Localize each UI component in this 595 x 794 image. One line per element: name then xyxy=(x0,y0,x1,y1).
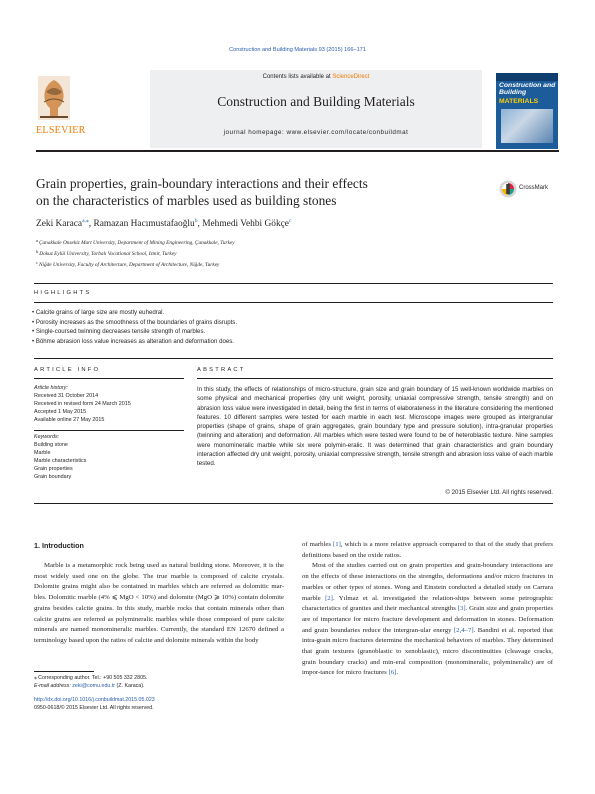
text-run: , which is a more relative approach compared to that of the study that prefers definitions based on the oxide ratios. xyxy=(302,541,553,559)
history-item: Accepted 1 May 2015 xyxy=(34,408,87,415)
citation-link[interactable]: [1] xyxy=(333,541,341,548)
paper-title xyxy=(36,176,456,209)
keyword: Marble characteristics xyxy=(34,457,87,464)
highlights-heading: HIGHLIGHTS xyxy=(34,290,92,296)
header-divider xyxy=(36,150,559,152)
keywords-label: Keywords: xyxy=(34,434,60,441)
citation-link[interactable]: [3] xyxy=(457,605,466,613)
author-list: Zeki Karaca$^{a,⁎}$, Ramazan Hacımustafaoğlu$^b$, Mehmedi Vehbi Gökçe$^c$ xyxy=(36,218,292,229)
issn-line: 0950-0618/© 2015 Elsevier Ltd. All rights reserved. xyxy=(34,704,154,711)
divider xyxy=(34,358,553,359)
affiliation xyxy=(36,248,456,259)
elsevier-tree-icon xyxy=(36,72,72,124)
text-run: . Grain size and grain properties are of importance for micro fracture development and deformation in stones. Deformation and grain boundaries reduce the intergran-ular energy xyxy=(302,605,554,634)
journal-reference[interactable]: Construction and Building Materials 93 (2015) 166–171 xyxy=(229,47,366,53)
footnotes xyxy=(34,674,284,691)
footnote-divider xyxy=(34,671,94,672)
citation-link[interactable]: [6] xyxy=(388,669,397,677)
highlight-item: • Single-coursed twinning decreases tensile strength of marbles. xyxy=(32,327,532,337)
text-run: . Bandini et al. reported that intra-grain micro fractures determine the mechanical behaviors of marbles. They determined that grain textures (granoblastic to xenoblastic), micro discontinuities (cleavage cracks, grain boundary cracks) and min-eral composition (monomineralic, polymineralic) are of impor-tance for micro fractures xyxy=(302,626,553,677)
email-label: E-mail address: xyxy=(34,683,73,690)
abstract-text: In this study, the effects of relationships of micro-structure, grain size and grain boundary of 15 well-known worldwide marbles on some physical and mechanical properties (dry unit weight, porosity, uniaxial compressive strength, tensile strength) and on abrasion loss value were investigated in detail, being the first in terms of elaborateness in the literature considering the mentioned features. 10 different samples were tested for each marble in each test. Microscope images were grouped as intergranular properties (shape of grains, shape of grain aggregates, grain boundary type and pressure solution), intra-granular properties (twinning and alteration) and deformation. All marbles which were tested were found to be of heteroblastic texture. Nine samples were monomineralic marble while six were polymin-eralic. It was determined that grain characteristics and grain boundary interaction affected dry unit weight, porosity, uniaxial compressive strength, tensile strength and abrasion loss value of each marble tested. xyxy=(197,386,553,468)
article-info xyxy=(34,385,184,482)
cover-subtitle: MATERIALS xyxy=(499,98,539,105)
text-run: . Yılmaz et al. investigated the relation-ships between some petrographic characteristics of granites and their mechanical strengths xyxy=(302,594,553,613)
article-history-label: Article history: xyxy=(34,385,68,391)
journal-header xyxy=(150,70,482,148)
cover-band xyxy=(496,73,558,81)
text-run: . xyxy=(396,669,399,677)
history-item: Received 31 October 2014 xyxy=(34,392,99,399)
keyword: Grain properties xyxy=(34,465,73,472)
affiliation xyxy=(36,237,456,248)
highlight-item: • Porosity increases as the smoothness of the boundaries of grains disrupts. xyxy=(32,318,532,328)
affiliation-marker: a xyxy=(36,238,38,243)
sciencedirect-link[interactable]: ScienceDirect xyxy=(332,74,370,80)
journal-homepage-link[interactable]: journal homepage: www.elsevier.com/locate/conbuildmat xyxy=(223,129,409,136)
article-info-heading: ARTICLE INFO xyxy=(34,367,101,373)
affiliations xyxy=(36,237,456,269)
history-item: Received in revised form 24 March 2015 xyxy=(34,400,131,407)
section-heading: 1. Introduction xyxy=(34,541,84,550)
keyword: Building stone xyxy=(34,442,68,449)
divider xyxy=(34,378,184,379)
crossmark-icon xyxy=(499,180,517,198)
body-column-left xyxy=(34,561,284,647)
cover-title: Construction and Building xyxy=(499,82,556,96)
title-line-2: on the characteristics of marbles used as building stones xyxy=(36,192,337,208)
crossmark-label: CrossMark xyxy=(519,185,549,191)
affiliation-text: Çanakkale Onsekiz Mart University, Department of Mining Engineering, Çanakkale, Turkey xyxy=(39,240,235,246)
author-name: Ramazan Hacımustafaoğlu xyxy=(93,219,195,229)
author-name: Zeki Karaca xyxy=(36,219,83,229)
doi-block xyxy=(34,697,284,712)
affiliation-marker: b xyxy=(36,248,39,254)
highlight-item: • Calcite grains of large size are mostly euhedral. xyxy=(32,308,532,318)
body-column-right xyxy=(302,540,553,679)
affiliation-text: Dokuz Eylül University, Torbalı Vocational School, Izmir, Turkey xyxy=(39,250,177,257)
contents-prefix: Contents lists available at xyxy=(262,74,333,80)
contents-line xyxy=(150,74,482,80)
divider xyxy=(197,378,553,379)
author-affiliation-marker[interactable]: a,⁎ xyxy=(82,218,89,224)
history-item: Available online 27 May 2015 xyxy=(34,416,105,423)
author-affiliation-marker[interactable]: c xyxy=(288,218,292,224)
email-suffix: (Z. Karaca). xyxy=(115,683,145,690)
corresponding-author-note: ⁎ Corresponding author. Tel.: +90 505 332 2805. xyxy=(34,675,148,681)
divider xyxy=(34,430,184,431)
author-affiliation-marker[interactable]: b xyxy=(194,218,198,224)
highlight-item: • Böhme abrasion loss value increases as alteration and deformation does. xyxy=(32,337,532,347)
divider xyxy=(34,503,553,504)
title-line-1: Grain properties, grain-boundary interactions and their effects xyxy=(36,176,368,191)
citation-link[interactable]: [2] xyxy=(325,594,333,602)
divider xyxy=(34,302,553,303)
affiliation-marker: c xyxy=(36,259,38,265)
paragraph xyxy=(302,561,553,679)
elsevier-logo xyxy=(36,72,86,136)
email-link[interactable]: zeki@comu.edu.tr xyxy=(72,683,116,690)
journal-title[interactable]: Construction and Building Materials xyxy=(217,94,415,109)
paragraph xyxy=(302,540,553,561)
divider xyxy=(34,283,553,284)
copyright: © 2015 Elsevier Ltd. All rights reserved. xyxy=(445,489,553,496)
doi-link[interactable]: http://dx.doi.org/10.1016/j.conbuildmat.2015.05.023 xyxy=(34,697,155,703)
cover-photo xyxy=(501,109,553,143)
email-line xyxy=(34,682,284,690)
citation-link[interactable]: [2,4–7] xyxy=(453,626,474,634)
keyword: Grain boundary xyxy=(34,473,72,480)
highlights-list xyxy=(32,308,532,346)
elsevier-wordmark: ELSEVIER xyxy=(36,125,86,136)
paragraph: Marble is a metamorphic rock being used as natural building stone. Moreover, it is the most widely used one on the globe. The true marble is composed of calcite crystals. Dolomite grains might also be contained in marbles which are referred as dolomitic mar-bles. Dolomitic marble (4% ⩽ MgO < 10%) and dolomite (MgO ⩾ 10%) contain dolomite grains besides calcite grains. In this study, marble rocks that contain minerals other than calcite grains are referred as polymineralic marbles while those composed of pure calcite minerals are named monomineralic marbles. Currently, the standard EN 12670 defined a terminology based upon the ratios of calcite and dolomite minerals within the body xyxy=(34,562,284,644)
author-name: Mehmedi Vehbi Gökçe xyxy=(202,219,289,229)
text-run: of marbles xyxy=(302,541,334,548)
affiliation xyxy=(36,259,456,270)
crossmark-button[interactable] xyxy=(499,180,559,198)
abstract-heading: ABSTRACT xyxy=(197,367,246,373)
text-run: Most of the studies carried out on grain properties and grain-boundary interactions are on the effects of these interactions on the strengths, deformations and/or micro fractures in marbles or other types of stones. Wong and Einstein conducted a detailed study on Carrara marble xyxy=(302,562,553,602)
affiliation-text: Niğde University, Faculty of Architecture, Department of Architecture, Niğde, Turkey xyxy=(39,261,220,268)
keyword: Marble xyxy=(34,449,51,456)
journal-cover-image[interactable] xyxy=(496,73,558,149)
